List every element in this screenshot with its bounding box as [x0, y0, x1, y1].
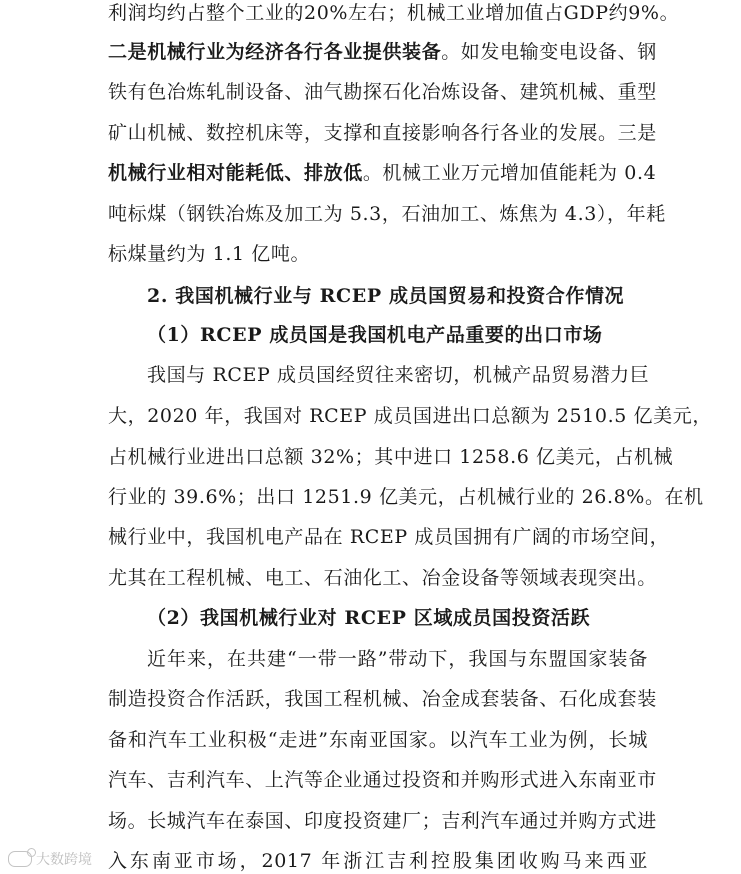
paragraph-line: 备和汽车工业积极“走进”东南亚国家。以汽车工业为例，长城 — [108, 729, 648, 751]
text-line: 吨标煤（钢铁冶炼及加工为 5.3，石油加工、炼焦为 4.3），年耗 — [108, 203, 666, 225]
paragraph-line: 汽车、吉利汽车、上汽等企业通过投资和并购形式进入东南亚市 — [108, 769, 657, 791]
subsection-heading: （1）RCEP 成员国是我国机电产品重要的出口市场 — [147, 324, 603, 346]
watermark-text: 大数跨境 — [36, 852, 92, 868]
paragraph-line: 尤其在工程机械、电工、石油化工、冶金设备等领域表现突出。 — [108, 567, 657, 589]
paragraph-line: 占机械行业进出口总额 32%；其中进口 1258.6 亿美元，占机械 — [108, 446, 674, 468]
emphasis-text: 机械行业相对能耗低、排放低 — [108, 162, 363, 184]
text-line: 机械行业相对能耗低、排放低。机械工业万元增加值能耗为 0.4 — [108, 162, 657, 184]
paragraph-line: 近年来，在共建“一带一路”带动下，我国与东盟国家装备 — [147, 648, 648, 670]
paragraph-line: 行业的 39.6%；出口 1251.9 亿美元，占机械行业的 26.8%。在机 — [108, 486, 704, 508]
section-heading: 2. 我国机械行业与 RCEP 成员国贸易和投资合作情况 — [147, 285, 625, 307]
paragraph-line: 我国与 RCEP 成员国经贸往来密切，机械产品贸易潜力巨 — [147, 364, 650, 386]
paragraph-line: 入东南亚市场，2017 年浙江吉利控股集团收购马来西亚 — [108, 850, 648, 872]
paragraph-line: 制造投资合作活跃，我国工程机械、冶金成套装备、石化成套装 — [108, 688, 657, 710]
text-line: 二是机械行业为经济各行各业提供装备。如发电输变电设备、钢 — [108, 41, 657, 63]
paragraph-line: 大，2020 年，我国对 RCEP 成员国进出口总额为 2510.5 亿美元， — [108, 405, 712, 427]
text-line: 铁有色冶炼轧制设备、油气勘探石化冶炼设备、建筑机械、重型 — [108, 81, 657, 103]
watermark — [8, 849, 92, 869]
text-line: 利润均约占整个工业的20%左右；机械工业增加值占GDP约9%。 — [108, 2, 680, 24]
paragraph-line: 场。长城汽车在泰国、印度投资建厂；吉利汽车通过并购方式进 — [108, 810, 657, 832]
chat-bubble-icon — [8, 851, 32, 867]
text-line: 标煤量约为 1.1 亿吨。 — [108, 243, 311, 265]
subsection-heading: （2）我国机械行业对 RCEP 区域成员国投资活跃 — [147, 607, 591, 629]
emphasis-text: 二是机械行业为经济各行各业提供装备 — [108, 41, 442, 63]
text-line: 矿山机械、数控机床等，支撑和直接影响各行各业的发展。三是 — [108, 122, 657, 144]
paragraph-line: 械行业中，我国机电产品在 RCEP 成员国拥有广阔的市场空间， — [108, 526, 670, 548]
